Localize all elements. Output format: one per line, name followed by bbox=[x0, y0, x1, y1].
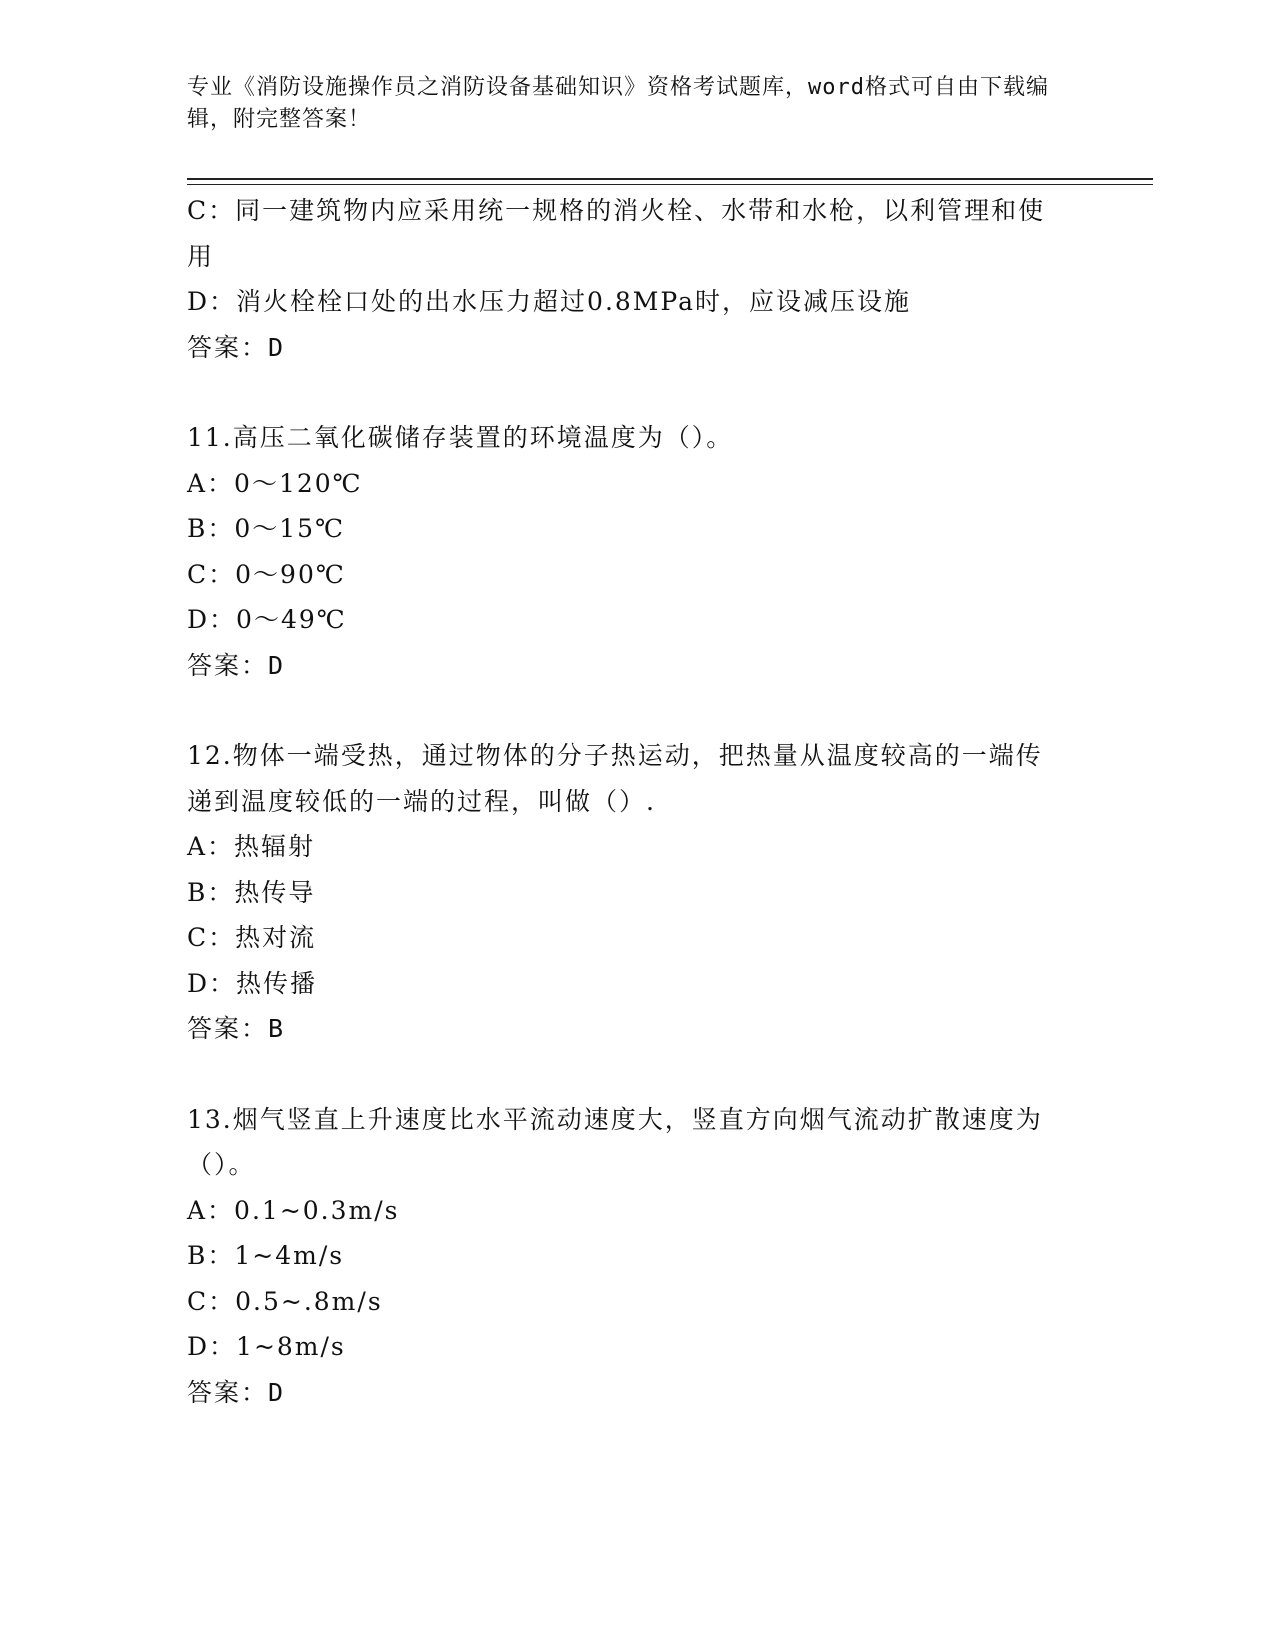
option-b: B：热传导 bbox=[187, 877, 316, 907]
option-b: B：0～15℃ bbox=[187, 514, 346, 543]
answer: 答案：D bbox=[187, 650, 286, 680]
question-stem: 11.高压二氧化碳储存装置的环境温度为（）。 bbox=[187, 423, 734, 452]
question-stem: 13.烟气竖直上升速度比水平流动速度大，竖直方向烟气流动扩散速度为（）。 bbox=[187, 1104, 1043, 1179]
option-c: C：热对流 bbox=[187, 923, 317, 952]
question-13 bbox=[187, 1097, 1087, 1416]
answer: 答案：D bbox=[187, 1377, 286, 1407]
option-a: A：0～120℃ bbox=[187, 468, 363, 498]
option-b: B：1~4m/s bbox=[187, 1241, 345, 1270]
question-list bbox=[187, 188, 1087, 1415]
option-d: D：热传播 bbox=[187, 968, 318, 998]
spacer bbox=[187, 688, 1087, 733]
answer: 答案：D bbox=[187, 332, 286, 362]
question-12 bbox=[187, 733, 1087, 1052]
spacer bbox=[187, 370, 1087, 415]
header-divider bbox=[187, 178, 1153, 180]
header-title: 专业《消防设施操作员之消防设备基础知识》资格考试题库，word格式可自由下载编辑，附完整答案！ bbox=[187, 75, 1049, 132]
question-stem: 12.物体一端受热，通过物体的分子热运动，把热量从温度较高的一端传递到温度较低的一端的过程，叫做（）. bbox=[187, 741, 1043, 816]
answer: 答案：B bbox=[187, 1014, 286, 1043]
question-10-continued bbox=[187, 188, 1087, 370]
option-c: C：0～90℃ bbox=[187, 559, 346, 589]
question-11 bbox=[187, 415, 1087, 688]
option-d: D：消火栓栓口处的出水压力超过0.8MPa时，应设减压设施 bbox=[187, 287, 912, 316]
page-header bbox=[187, 72, 1067, 136]
spacer bbox=[187, 1052, 1087, 1097]
option-c: C：同一建筑物内应采用统一规格的消火栓、水带和水枪，以利管理和使用 bbox=[187, 196, 1046, 271]
option-a: A：热辐射 bbox=[187, 832, 316, 861]
option-a: A：0.1~0.3m/s bbox=[187, 1195, 400, 1225]
option-c: C：0.5~.8m/s bbox=[187, 1286, 383, 1316]
header-divider-thin bbox=[187, 184, 1153, 185]
option-d: D：1~8m/s bbox=[187, 1332, 346, 1361]
option-d: D：0～49℃ bbox=[187, 605, 347, 634]
